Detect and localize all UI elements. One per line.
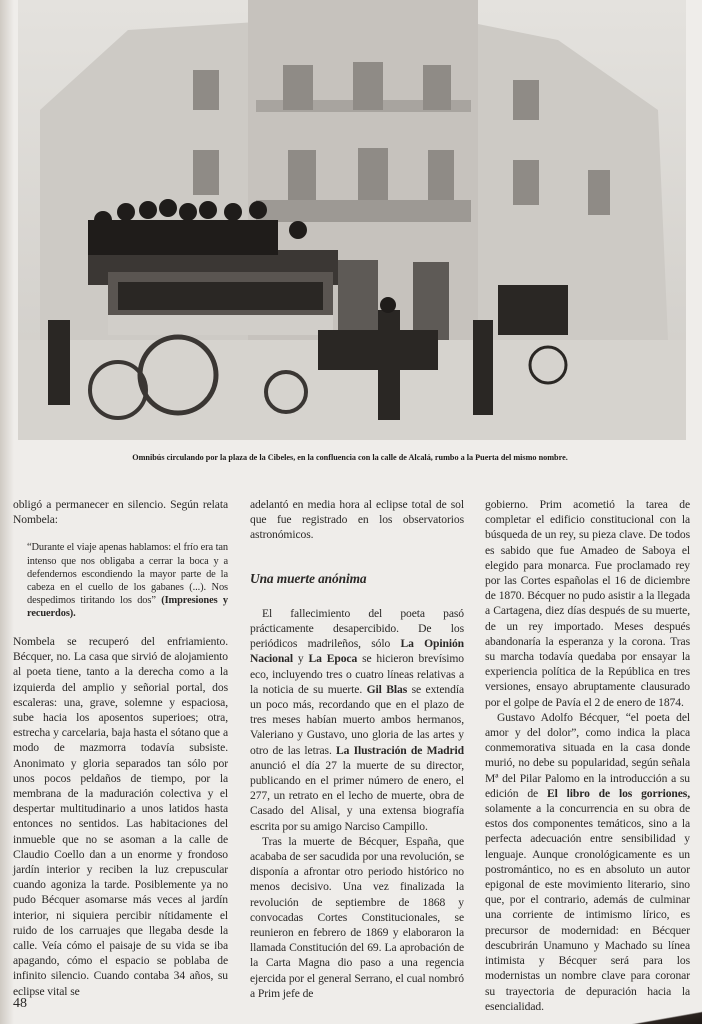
text-run: se extendía un poco más, recordando que en el plazo de tres meses habían muerto ambos hermanos, Valeriano y Gustavo, uno gloria de las artes y otro de las letras.: [250, 682, 464, 757]
paragraph: [485, 710, 690, 1014]
photo-caption: Omnibús circulando por la plaza de la Cibeles, en la confluencia con la calle de Alcalá, rumbo a la Puerta del mismo nombre.: [132, 453, 568, 462]
historic-photo: [18, 0, 686, 440]
quote-source: (Impresiones y recuerdos).: [27, 594, 228, 619]
page-number: 48: [13, 996, 27, 1011]
book-title: El libro de los gorriones,: [546, 786, 691, 800]
paragraph: Tras la muerte de Bécquer, España, que acababa de ser sacudida por una revolución, se disponía a afrontar otro periodo histórico no menos decisivo. Una vez finalizada la revolución de septiembre de 1868 y convocadas Cortes Constitucionales, se reunieron en febrero de 1869 y elaboraron la llamada Constitución del 69. La aprobación de la Carta Magna dio paso a una regencia ejercida por el general Serrano, el cual nombró a Prim jefe de: [250, 834, 464, 1000]
page-gutter-shadow: [0, 0, 14, 1024]
newspaper-title: La Ilustración de Madrid: [336, 743, 465, 757]
block-quote: [27, 541, 228, 620]
quote-text: “Durante el viaje apenas hablamos: el frío era tan intenso que nos obligaba a cerrar la boca y a defendernos escondiendo la mayor parte de la cabeza en el cuello de los gabanes (...). Nos despedimos tiritando los dos”: [27, 542, 228, 606]
text-run: El fallecimiento del poeta pasó prácticamente desapercibido. De los periódicos madrileños, sólo: [250, 606, 464, 651]
newspaper-title: Gil Blas: [366, 682, 408, 696]
section-heading: Una muerte anónima: [250, 570, 367, 586]
paragraph: obligó a permanecer en silencio. Según relata Nombela:: [13, 498, 228, 527]
newspaper-title: La Opinión Nacional: [250, 637, 465, 666]
text-run: Gustavo Adolfo Bécquer, “el poeta del amor y del dolor”, como indica la placa conmemorativa situada en la casa donde murió, no debe su popularidad, según señala Mª del Pilar Palomo en la introducción a su edición de: [485, 710, 690, 800]
text-run: solamente a la concurrencia en su obra de estos dos componentes temáticos, sino a la perfecta adecuación entre sensibilidad y lenguaje. Aunque cronológicamente es un postromántico, no es en absoluto un autor epigonal de este movimiento literario, sino que, por el contrario, además de culminar una corriente de intimismo lírico, es precursor de modernidad: en Bécquer descubrirán Unamuno y Machado su línea intimista y Bécquer será para los modernistas un nombre clave para coronar su trayectoria de depuración hacia la esencialidad.: [485, 802, 690, 1013]
omnibus-photo-icon: [18, 0, 686, 440]
text-column-3: [485, 497, 690, 1014]
text-run: anunció el día 27 la muerte de su director, publicando en el primer número de enero, el 277, un retrato en el lecho de muerte, obra de Casado del Alisal, y una extensa biografía escrita por su amigo Narciso Campillo.: [250, 758, 464, 833]
paragraph: gobierno. Prim acometió la tarea de completar el edificio constitucional con la búsqueda de un rey, su pieza clave. De todos es sabido que fue Amadeo de Saboya el elegido para monarca. Fue proclamado rey por las Cortes españolas el 16 de diciembre de 1870. Bécquer no pudo asistir a la llegada a Cartagena, diez días después de su muerte, de un rey importado. Meses después abandonaría la esperanza y la corona. Tras su marcha todavía quedaba por ensayar la experiencia política de la República en tres versiones, ensayo abruptamente clausurado por el golpe de Pavía el 2 de enero de 1874.: [485, 498, 690, 709]
paragraph: adelantó en media hora al eclipse total de sol que fue registrado en los observatorios astronómicos.: [250, 498, 464, 542]
text-run: y: [293, 652, 309, 666]
text-column-1: [13, 497, 228, 999]
paragraph: Nombela se recuperó del enfriamiento. Bécquer, no. La casa que sirvió de alojamiento al poeta tiene, tanto a la derecha como a la izquierda del amplio y señorial portal, dos escaleras: una, grave, solemne y espaciosa, sube hacia los aposentos superioes; otra, estrecha y carcelaria, baja hasta el sótano que a modo de mazmorra todavía subsiste. Anonimato y gloria separados tan sólo por unos pocos peldaños de tiempo, por la membrana de la maduración colectiva y el despertar multitudinario a unos latidos hasta entonces no sentidos. Las habitaciones del inmueble que no se asoman a la calle de Claudio Coello dan a un enorme y frondoso jardín interior y reciben la luz crepuscular cuando agoniza la tarde. Posiblemente ya no pudo Bécquer asomarse más veces al jardín interior, ni siquiera percibir nítidamente el ruido de los carruajes que llegaba desde la calle. Veía cómo el paisaje de su vida se iba apagando, cómo el espacio se poblaba de infinito silencio. Cuando contaba 34 años, su eclipse vital se: [13, 634, 228, 998]
text-run: se hicieron brevísimo eco, incluyendo tres o cuatro líneas relativas a la noticia de su muerte.: [250, 652, 464, 696]
page-corner-shadow: [622, 1010, 702, 1024]
text-column-2: [250, 497, 464, 1001]
paragraph: [250, 606, 464, 834]
newspaper-title: La Epoca: [308, 652, 358, 666]
